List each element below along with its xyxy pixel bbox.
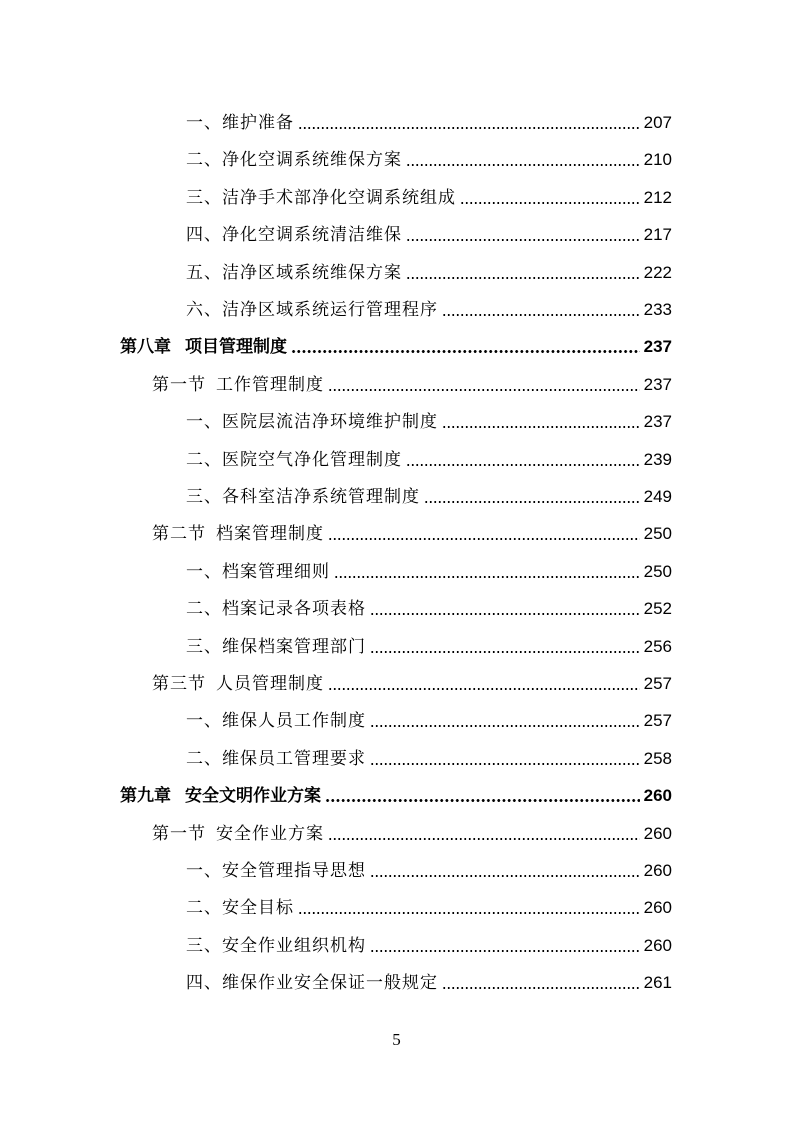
toc-entry-title: 医院空气净化管理制度 bbox=[222, 449, 402, 470]
dot-leader bbox=[424, 501, 640, 503]
toc-entry-title: 洁净区域系统运行管理程序 bbox=[222, 300, 438, 320]
toc-entry-page-number: 212 bbox=[643, 187, 672, 207]
toc-item-entry[interactable] bbox=[186, 964, 672, 994]
toc-entry-title: 安全文明作业方案 bbox=[185, 786, 321, 807]
toc-entry-page-number: 260 bbox=[643, 861, 672, 880]
toc-item-entry[interactable] bbox=[186, 852, 672, 882]
toc-section-entry[interactable] bbox=[152, 515, 672, 545]
toc-item-entry[interactable] bbox=[186, 702, 672, 732]
dot-leader bbox=[298, 912, 640, 914]
dot-leader bbox=[406, 164, 640, 166]
toc-item-entry[interactable] bbox=[186, 179, 672, 209]
toc-entry-title: 净化空调系统清洁维保 bbox=[222, 225, 402, 246]
toc-entry-prefix: 一、 bbox=[186, 412, 222, 433]
toc-entry-page-number: 210 bbox=[643, 150, 672, 170]
toc-entry-title: 安全目标 bbox=[222, 898, 294, 919]
toc-entry-page-number: 257 bbox=[643, 711, 672, 731]
toc-chapter-entry[interactable] bbox=[120, 328, 672, 358]
toc-entry-prefix: 第八章 bbox=[120, 337, 171, 358]
toc-item-entry[interactable] bbox=[186, 104, 672, 134]
toc-entry-page-number: 237 bbox=[643, 337, 672, 357]
toc-entry-page-number: 222 bbox=[643, 262, 672, 282]
dot-leader bbox=[442, 987, 640, 989]
toc-item-entry[interactable] bbox=[186, 478, 672, 508]
toc-entry-title: 人员管理制度 bbox=[216, 674, 324, 694]
toc-entry-prefix: 二、 bbox=[186, 599, 222, 620]
dot-leader bbox=[370, 651, 640, 653]
toc-entry-page-number: 261 bbox=[643, 973, 672, 993]
toc-entry-prefix: 二、 bbox=[186, 748, 222, 769]
toc-entry-page-number: 260 bbox=[643, 935, 672, 955]
toc-entry-prefix: 三、 bbox=[186, 636, 222, 657]
toc-entry-prefix: 第一节 bbox=[152, 823, 206, 844]
toc-entry-prefix: 三、 bbox=[186, 487, 222, 507]
toc-entry-page-number: 260 bbox=[643, 823, 672, 843]
toc-entry-title: 安全管理指导思想 bbox=[222, 861, 366, 881]
toc-entry-prefix: 四、 bbox=[186, 225, 222, 246]
dot-leader bbox=[370, 725, 640, 727]
toc-entry-title: 安全作业组织机构 bbox=[222, 935, 366, 956]
toc-entry-title: 净化空调系统维保方案 bbox=[222, 150, 402, 171]
toc-section-entry[interactable] bbox=[152, 815, 672, 845]
toc-entry-prefix: 六、 bbox=[186, 300, 222, 320]
toc-item-entry[interactable] bbox=[186, 740, 672, 770]
toc-entry-title: 工作管理制度 bbox=[216, 374, 324, 395]
toc-entry-title: 维保员工管理要求 bbox=[222, 748, 366, 769]
toc-entry-prefix: 二、 bbox=[186, 150, 222, 171]
dot-leader bbox=[460, 202, 640, 204]
toc-entry-title: 档案管理制度 bbox=[216, 524, 324, 545]
toc-entry-prefix: 第三节 bbox=[152, 674, 206, 694]
toc-entry-title: 维护准备 bbox=[222, 113, 294, 133]
dot-leader bbox=[370, 950, 640, 952]
dot-leader bbox=[442, 314, 640, 316]
toc-item-entry[interactable] bbox=[186, 216, 672, 246]
dot-leader bbox=[406, 464, 640, 466]
dot-leader bbox=[328, 538, 640, 540]
dot-leader bbox=[370, 763, 640, 765]
toc-entry-title: 洁净手术部净化空调系统组成 bbox=[222, 187, 456, 208]
toc-entry-title: 各科室洁净系统管理制度 bbox=[222, 487, 420, 507]
toc-entry-page-number: 260 bbox=[643, 786, 672, 806]
toc-entry-prefix: 五、 bbox=[186, 262, 222, 283]
toc-item-entry[interactable] bbox=[186, 291, 672, 321]
toc-item-entry[interactable] bbox=[186, 590, 672, 620]
toc-item-entry[interactable] bbox=[186, 628, 672, 658]
dot-leader bbox=[328, 838, 640, 840]
toc-entry-prefix: 一、 bbox=[186, 711, 222, 732]
dot-leader bbox=[406, 239, 640, 241]
dot-leader bbox=[328, 688, 640, 690]
toc-entry-page-number: 249 bbox=[643, 487, 672, 506]
toc-entry-prefix: 二、 bbox=[186, 898, 222, 919]
dot-leader bbox=[406, 277, 640, 279]
toc-entry-page-number: 250 bbox=[643, 561, 672, 581]
page-number: 5 bbox=[392, 1030, 401, 1049]
toc-entry-prefix: 三、 bbox=[186, 187, 222, 208]
toc-item-entry[interactable] bbox=[186, 141, 672, 171]
toc-entry-title: 维保作业安全保证一般规定 bbox=[222, 973, 438, 994]
toc-entry-prefix: 一、 bbox=[186, 561, 222, 582]
toc-entry-title: 医院层流洁净环境维护制度 bbox=[222, 412, 438, 433]
toc-entry-prefix: 一、 bbox=[186, 113, 222, 133]
toc-entry-title: 洁净区域系统维保方案 bbox=[222, 262, 402, 283]
toc-item-entry[interactable] bbox=[186, 403, 672, 433]
toc-entry-prefix: 三、 bbox=[186, 935, 222, 956]
toc-entry-prefix: 四、 bbox=[186, 973, 222, 994]
toc-entry-title: 维保档案管理部门 bbox=[222, 636, 366, 657]
toc-entry-page-number: 207 bbox=[643, 113, 672, 132]
toc-entry-page-number: 237 bbox=[643, 412, 672, 432]
toc-entry-prefix: 二、 bbox=[186, 449, 222, 470]
toc-entry-page-number: 256 bbox=[643, 636, 672, 656]
toc-entry-page-number: 257 bbox=[643, 674, 672, 693]
dot-leader bbox=[325, 799, 640, 802]
toc-entry-page-number: 217 bbox=[643, 225, 672, 245]
toc-item-entry[interactable] bbox=[186, 254, 672, 284]
toc-item-entry[interactable] bbox=[186, 553, 672, 583]
toc-entry-page-number: 250 bbox=[643, 524, 672, 544]
toc-entry-page-number: 239 bbox=[643, 449, 672, 469]
toc-entry-title: 项目管理制度 bbox=[185, 337, 287, 358]
dot-leader bbox=[442, 426, 640, 428]
toc-item-entry[interactable] bbox=[186, 441, 672, 471]
toc-section-entry[interactable] bbox=[152, 665, 672, 695]
dot-leader bbox=[334, 576, 640, 578]
toc-entry-title: 安全作业方案 bbox=[216, 823, 324, 844]
dot-leader bbox=[328, 389, 640, 391]
toc-entry-prefix: 第一节 bbox=[152, 374, 206, 395]
toc-entry-page-number: 237 bbox=[643, 374, 672, 394]
toc-item-entry[interactable] bbox=[186, 927, 672, 957]
dot-leader bbox=[370, 613, 640, 615]
dot-leader bbox=[370, 875, 640, 877]
toc-entry-page-number: 252 bbox=[643, 599, 672, 619]
toc-entry-title: 档案记录各项表格 bbox=[222, 599, 366, 620]
toc-section-entry[interactable] bbox=[152, 366, 672, 396]
toc-entry-page-number: 258 bbox=[643, 748, 672, 768]
toc-entry-page-number: 233 bbox=[643, 300, 672, 319]
toc-chapter-entry[interactable] bbox=[120, 777, 672, 807]
toc-entry-page-number: 260 bbox=[643, 898, 672, 918]
toc-item-entry[interactable] bbox=[186, 889, 672, 919]
toc-entry-title: 档案管理细则 bbox=[222, 561, 330, 582]
dot-leader bbox=[298, 127, 640, 129]
toc-entry-title: 维保人员工作制度 bbox=[222, 711, 366, 732]
dot-leader bbox=[291, 350, 640, 353]
toc-entry-prefix: 第二节 bbox=[152, 524, 206, 545]
toc-entry-prefix: 第九章 bbox=[120, 786, 171, 807]
toc-entry-prefix: 一、 bbox=[186, 861, 222, 881]
